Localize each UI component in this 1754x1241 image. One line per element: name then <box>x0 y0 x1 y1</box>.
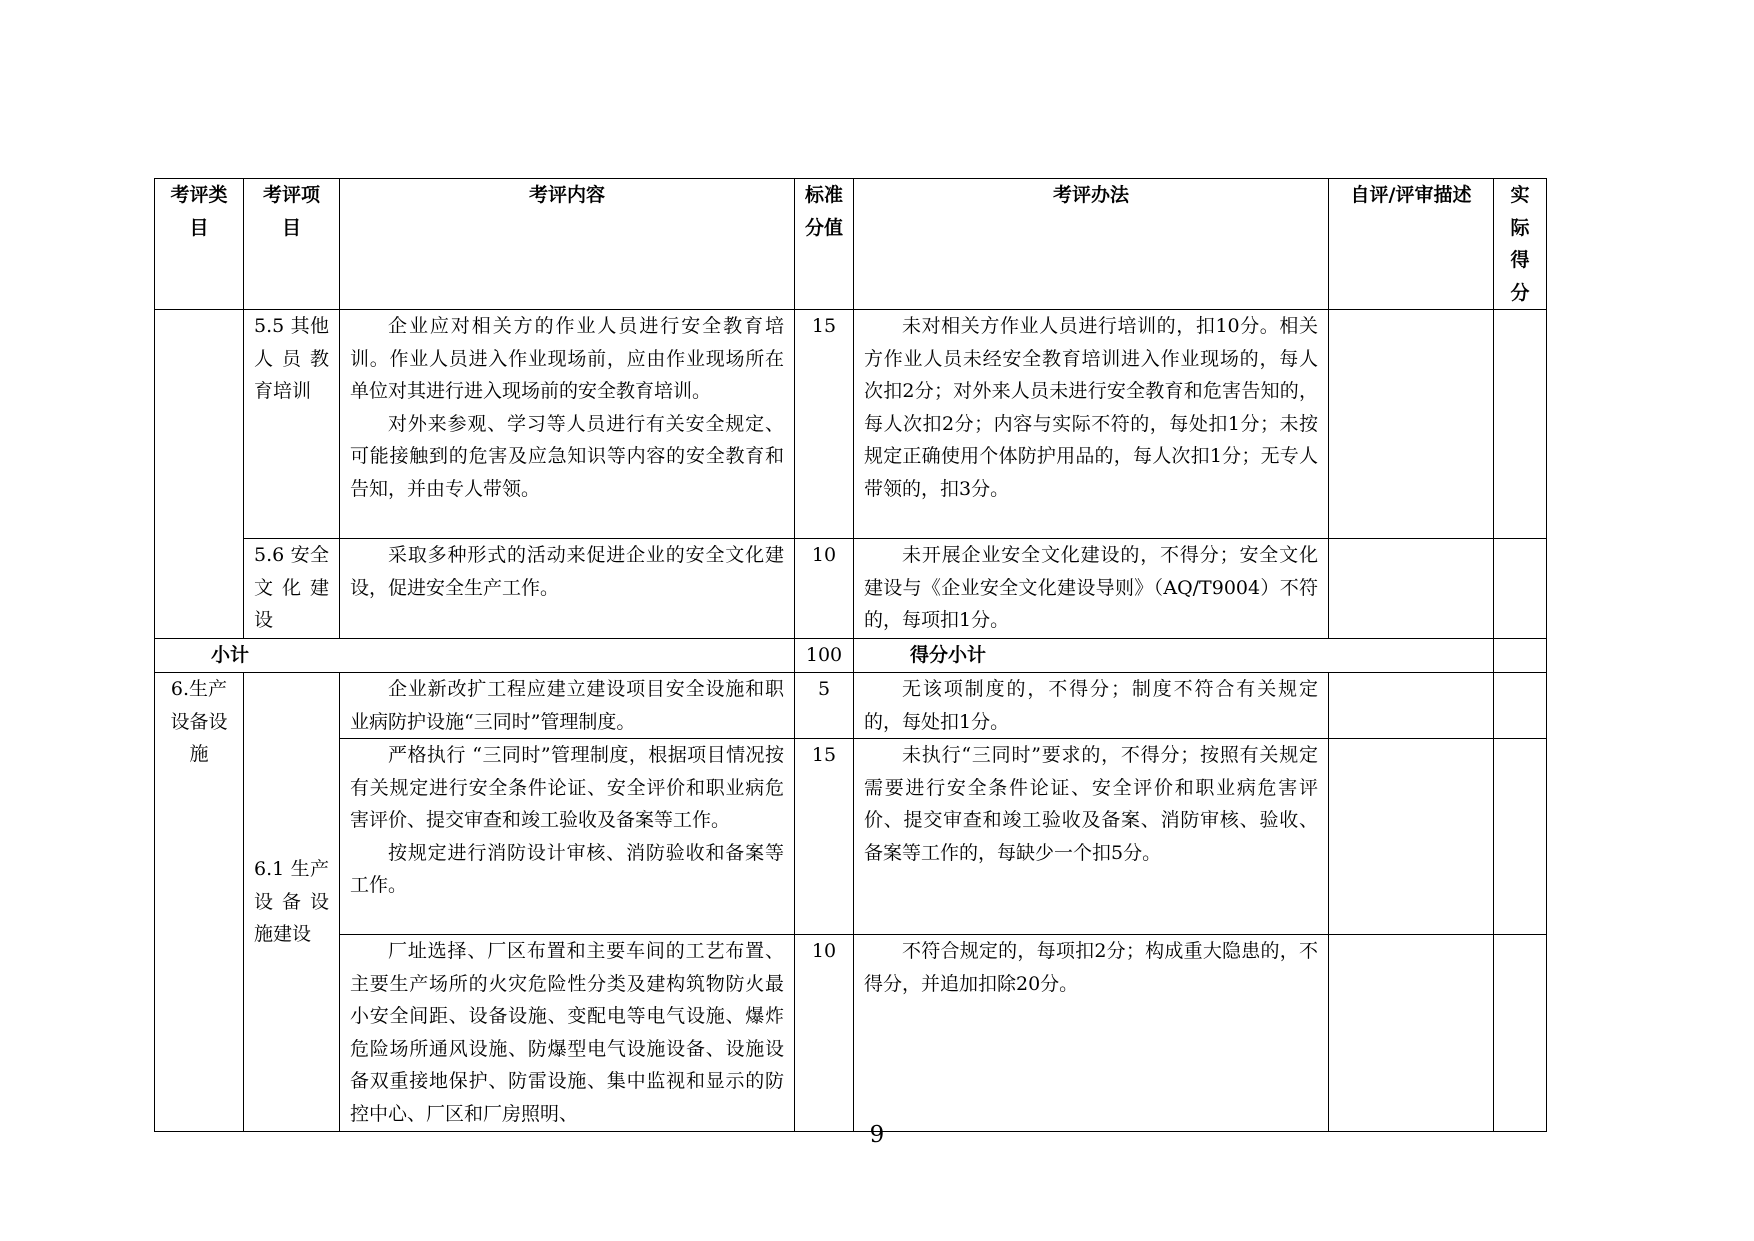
table-row <box>155 539 1547 639</box>
method-text: 未执行“三同时”要求的，不得分；按照有关规定需要进行安全条件论证、安全评价和职业病危害评价、提交审查和竣工验收及备案、消防审核、验收、备案等工作的，每缺少一个扣5分。 <box>864 744 1318 864</box>
category-cell-blank <box>155 310 244 639</box>
content-cell <box>340 310 795 539</box>
content-cell <box>340 935 795 1132</box>
header-score: 标准分值 <box>795 179 854 310</box>
content-paragraph: 采取多种形式的活动来促进企业的安全文化建设，促进安全生产工作。 <box>350 544 784 599</box>
score-cell: 15 <box>795 310 854 539</box>
content-cell <box>340 539 795 639</box>
method-text: 未对相关方作业人员进行培训的，扣10分。相关方作业人员未经安全教育培训进入作业现场的，每人次扣2分；对外来人员未进行安全教育和危害告知的，每人次扣2分；内容与实际不符的，每处扣1分；未按规定正确使用个体防护用品的，每人次扣1分；无专人带领的，扣3分。 <box>864 315 1318 500</box>
method-cell <box>854 673 1329 739</box>
content-paragraph: 对外来参观、学习等人员进行有关安全规定、可能接触到的危害及应急知识等内容的安全教育和告知，并由专人带领。 <box>350 412 784 500</box>
category-cell: 6.生产设备设施 <box>155 673 244 1132</box>
item-cell: 5.5 其他人员教育培训 <box>244 310 340 539</box>
method-cell <box>854 539 1329 639</box>
actual-score-cell <box>1494 739 1547 935</box>
item-cell: 5.6 安全文化建设 <box>244 539 340 639</box>
content-cell <box>340 673 795 739</box>
item-cell: 6.1 生产设备设施建设 <box>244 673 340 1132</box>
header-actual: 实际得分 <box>1494 179 1547 310</box>
subtotal-score: 100 <box>795 639 854 673</box>
header-category: 考评类目 <box>155 179 244 310</box>
page-number: 9 <box>869 1122 885 1148</box>
method-cell <box>854 310 1329 539</box>
self-review-cell <box>1329 310 1494 539</box>
subtotal-row <box>155 639 1547 673</box>
header-self-review: 自评/评审描述 <box>1329 179 1494 310</box>
subtotal-actual-cell <box>1494 639 1547 673</box>
actual-score-cell <box>1494 539 1547 639</box>
score-cell: 5 <box>795 673 854 739</box>
method-cell <box>854 739 1329 935</box>
content-paragraph: 企业新改扩工程应建立建设项目安全设施和职业病防护设施“三同时”管理制度。 <box>350 678 784 733</box>
content-cell <box>340 739 795 935</box>
method-text: 不符合规定的，每项扣2分；构成重大隐患的，不得分，并追加扣除20分。 <box>864 940 1318 995</box>
actual-score-cell <box>1494 310 1547 539</box>
subtotal-method-label: 得分小计 <box>854 639 1494 673</box>
content-paragraph: 企业应对相关方的作业人员进行安全教育培训。作业人员进入作业现场前，应由作业现场所在单位对其进行进入现场前的安全教育培训。 <box>350 315 784 402</box>
self-review-cell <box>1329 935 1494 1132</box>
method-text: 无该项制度的，不得分；制度不符合有关规定的，每处扣1分。 <box>864 678 1318 733</box>
table-row <box>155 739 1547 935</box>
content-paragraph: 严格执行 “三同时”管理制度，根据项目情况按有关规定进行安全条件论证、安全评价和职业病危害评价、提交审查和竣工验收及备案等工作。 <box>350 744 784 831</box>
table-row <box>155 935 1547 1132</box>
method-text: 未开展企业安全文化建设的，不得分；安全文化建设与《企业安全文化建设导则》（AQ/T9004）不符的，每项扣1分。 <box>864 544 1318 631</box>
header-item: 考评项目 <box>244 179 340 310</box>
score-cell: 10 <box>795 935 854 1132</box>
header-content: 考评内容 <box>340 179 795 310</box>
score-cell: 15 <box>795 739 854 935</box>
header-method: 考评办法 <box>854 179 1329 310</box>
self-review-cell <box>1329 739 1494 935</box>
self-review-cell <box>1329 673 1494 739</box>
actual-score-cell <box>1494 935 1547 1132</box>
evaluation-table <box>154 178 1547 1132</box>
content-paragraph: 厂址选择、厂区布置和主要车间的工艺布置、主要生产场所的火灾危险性分类及建构筑物防火最小安全间距、设备设施、变配电等电气设施、爆炸危险场所通风设施、防爆型电气设施设备、设施设备双重接地保护、防雷设施、集中监视和显示的防控中心、厂区和厂房照明、 <box>350 940 784 1125</box>
table-row <box>155 673 1547 739</box>
self-review-cell <box>1329 539 1494 639</box>
content-paragraph: 按规定进行消防设计审核、消防验收和备案等工作。 <box>350 841 784 896</box>
table-row <box>155 310 1547 539</box>
subtotal-label: 小计 <box>155 639 795 673</box>
header-row <box>155 179 1547 310</box>
method-cell <box>854 935 1329 1132</box>
score-cell: 10 <box>795 539 854 639</box>
actual-score-cell <box>1494 673 1547 739</box>
